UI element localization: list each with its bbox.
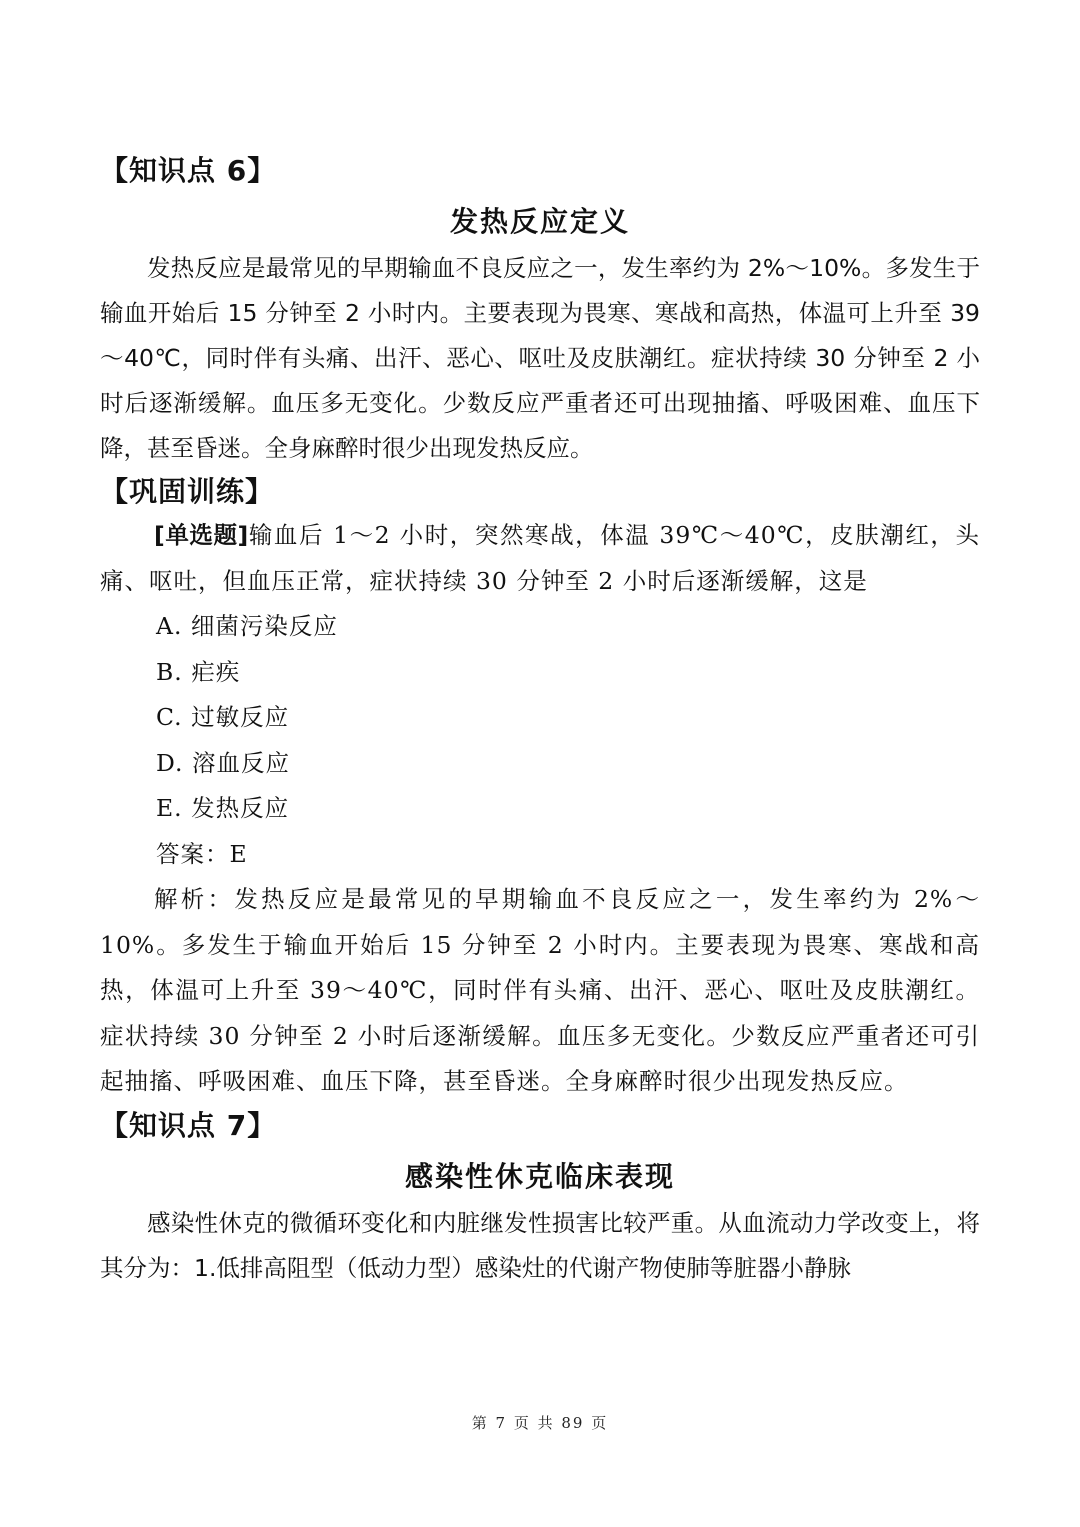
section-paragraph-septic-shock: 感染性休克的微循环变化和内脏继发性损害比较严重。从血流动力学改变上，将其分为：1.低排高阻型（低动力型）感染灶的代谢产物使肺等脏器小静脉 [100, 1208, 980, 1282]
question-stem [100, 513, 980, 604]
section-label-practice: 【巩固训练】 [100, 475, 275, 508]
option-b: B. 疟疾 [156, 657, 241, 686]
option-a: A. 细菌污染反应 [156, 612, 338, 640]
document-page [100, 150, 980, 1291]
section-label-knowledge-6: 【知识点 6】 [100, 154, 277, 187]
section-title-fever-reaction: 发热反应定义 [449, 205, 630, 238]
option-e: E. 发热反应 [156, 794, 290, 822]
page-footer: 第 7 页 共 89 页 [471, 1414, 609, 1432]
answer-line: 答案：E [156, 839, 248, 868]
option-d: D. 溶血反应 [156, 748, 290, 777]
section-title-septic-shock: 感染性休克临床表现 [404, 1159, 675, 1193]
section-paragraph-fever-reaction: 发热反应是最常见的早期输血不良反应之一，发生率约为 2%～10%。多发生于输血开始后 15 分钟至 2 小时内。主要表现为畏寒、寒战和高热，体温可上升至 39～40℃，同时伴有头痛、出汗、恶心、呕吐及皮肤潮红。症状持续 30 分钟至 2 小时后逐渐缓解。血压多无变化。少数反应严重者还可出现抽搐、呼吸困难、血压下降，甚至昏迷。全身麻醉时很少出现发热反应。 [100, 254, 980, 462]
question-text: 输血后 1～2 小时，突然寒战，体温 39℃～40℃，皮肤潮红，头痛、呕吐，但血压正常，症状持续 30 分钟至 2 小时后逐渐缓解，这是 [100, 521, 980, 595]
question-type-tag: [单选题] [154, 521, 249, 549]
section-label-knowledge-7: 【知识点 7】 [100, 1108, 277, 1142]
option-c: C. 过敏反应 [156, 703, 290, 731]
analysis-paragraph: 解析：发热反应是最常见的早期输血不良反应之一，发生率约为 2%～10%。多发生于输血开始后 15 分钟至 2 小时内。主要表现为畏寒、寒战和高热，体温可上升至 39～40℃，同时伴有头痛、出汗、恶心、呕吐及皮肤潮红。症状持续 30 分钟至 2 小时后逐渐缓解。血压多无变化。少数反应严重者还可引起抽搐、呼吸困难、血压下降，甚至昏迷。全身麻醉时很少出现发热反应。 [100, 885, 980, 1095]
